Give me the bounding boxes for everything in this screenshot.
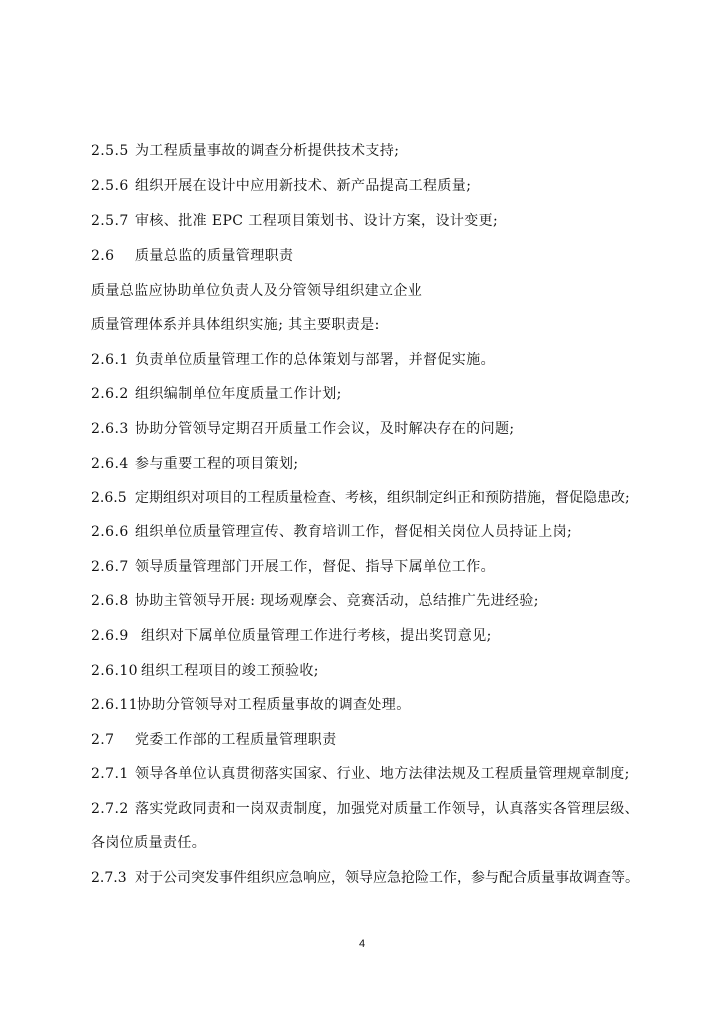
- clause-number: 2.6.8: [91, 593, 129, 609]
- text-line: [91, 316, 651, 334]
- text-line: [91, 592, 651, 610]
- clause-number: 2.7.3: [91, 870, 127, 886]
- section-title: 质量总监的质量管理职责: [135, 248, 294, 264]
- page-number: 4: [358, 938, 366, 950]
- clause-text: 审核、批准 EPC 工程项目策划书、设计方案，设计变更;: [135, 213, 499, 229]
- clause-number: 2.6.9: [91, 628, 129, 644]
- clause-number: 2.6.2: [91, 386, 129, 402]
- text-line: [91, 834, 651, 852]
- text-line: [91, 142, 651, 160]
- text-line: [91, 662, 651, 680]
- clause-number: 2.6.1: [91, 352, 129, 368]
- clause-number: 2.7.1: [91, 766, 129, 782]
- clause-number: 2.6.3: [91, 421, 129, 437]
- clause-number: 2.6.11: [91, 697, 138, 713]
- text-line: [91, 765, 651, 783]
- clause-text: 协助分管领导定期召开质量工作会议，及时解决存在的问题;: [135, 421, 515, 437]
- paragraph-text: 各岗位质量责任。: [91, 835, 207, 851]
- clause-number: 2.6.4: [91, 456, 129, 472]
- section-number: 2.6: [91, 248, 115, 264]
- text-line: [91, 385, 651, 403]
- clause-text: 协助分管领导对工程质量事故的调查处理。: [137, 697, 411, 713]
- clause-text: 组织编制单位年度质量工作计划;: [135, 386, 342, 402]
- text-line: [91, 558, 651, 576]
- clause-text: 落实党政同责和一岗双责制度，加强党对质量工作领导，认真落实各管理层级、: [135, 801, 639, 817]
- text-line: [91, 800, 651, 818]
- text-line: [91, 282, 651, 300]
- clause-number: 2.5.7: [91, 213, 129, 229]
- paragraph-text: 质量总监应协助单位负责人及分管领导组织建立企业: [91, 283, 423, 299]
- paragraph-text: 质量管理体系并具体组织实施; 其主要职责是:: [91, 317, 380, 333]
- clause-text: 对于公司突发事件组织应急响应，领导应急抢险工作，参与配合质量事故调查等。: [135, 870, 639, 886]
- text-line: [91, 627, 651, 645]
- section-heading: [91, 247, 651, 265]
- clause-text: 为工程质量事故的调查分析提供技术支持;: [135, 143, 400, 159]
- clause-text: 领导各单位认真贯彻落实国家、行业、地方法律法规及工程质量管理规章制度;: [135, 766, 630, 782]
- text-line: [91, 489, 651, 507]
- section-heading: [91, 731, 651, 749]
- clause-text: 组织工程项目的竣工预验收;: [141, 663, 319, 679]
- clause-number: 2.6.6: [91, 524, 129, 540]
- clause-text: 协助主管领导开展: 现场观摩会、竞赛活动，总结推广先进经验;: [135, 593, 539, 609]
- clause-text: 负责单位质量管理工作的总体策划与部署，并督促实施。: [135, 352, 495, 368]
- clause-number: 2.6.10: [91, 663, 138, 679]
- clause-number: 2.6.5: [91, 490, 127, 506]
- clause-text: 领导质量管理部门开展工作，督促、指导下属单位工作。: [135, 559, 495, 575]
- text-line: [91, 455, 651, 473]
- clause-text: 参与重要工程的项目策划;: [135, 456, 299, 472]
- clause-text: 定期组织对项目的工程质量检查、考核，组织制定纠正和预防措施，督促隐患改;: [135, 490, 630, 506]
- clause-number: 2.6.7: [91, 559, 129, 575]
- section-number: 2.7: [91, 732, 115, 748]
- clause-text: 组织单位质量管理宣传、教育培训工作，督促相关岗位人员持证上岗;: [135, 524, 573, 540]
- clause-text: 组织对下属单位质量管理工作进行考核，提出奖罚意见;: [141, 628, 492, 644]
- text-line: [91, 869, 651, 887]
- clause-number: 2.5.6: [91, 178, 129, 194]
- text-line: [91, 523, 651, 541]
- clause-text: 组织开展在设计中应用新技术、新产品提高工程质量;: [135, 178, 472, 194]
- text-line: [91, 420, 651, 438]
- section-title: 党委工作部的工程质量管理职责: [135, 732, 337, 748]
- text-line: [91, 351, 651, 369]
- clause-number: 2.7.2: [91, 801, 129, 817]
- text-line: [91, 696, 651, 714]
- text-line: [91, 177, 651, 195]
- text-line: [91, 212, 651, 230]
- clause-number: 2.5.5: [91, 143, 129, 159]
